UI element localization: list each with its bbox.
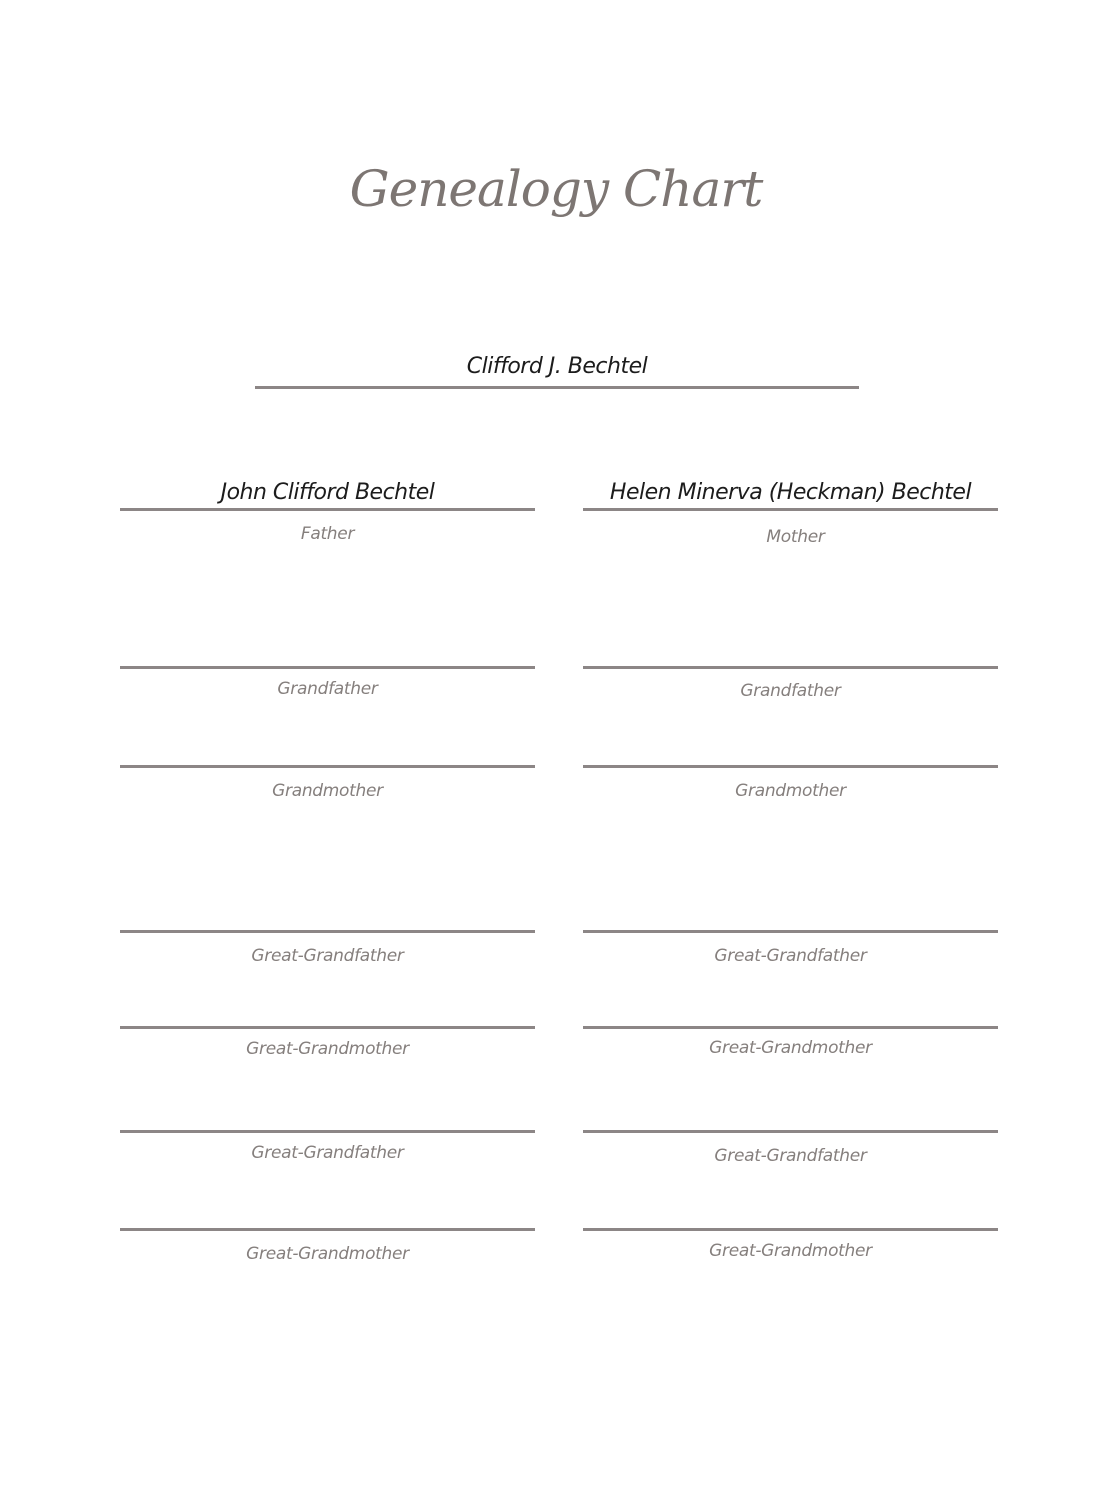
subject-name: Clifford J. Bechtel <box>466 354 648 379</box>
left-great-grandfather-1-rule <box>120 930 535 933</box>
right-grandfather-label: Grandfather <box>740 681 841 701</box>
right-great-grandfather-1-rule <box>583 930 998 933</box>
father-label: Father <box>300 524 355 544</box>
right-great-grandfather-2-rule <box>583 1130 998 1133</box>
right-great-grandmother-1-label: Great-Grandmother <box>709 1038 872 1058</box>
right-great-grandfather-2-label: Great-Grandfather <box>714 1146 867 1166</box>
right-grandfather-rule <box>583 666 998 669</box>
right-great-grandfather-1-label: Great-Grandfather <box>714 946 867 966</box>
page-title: Genealogy Chart <box>349 160 763 218</box>
left-grandmother-label: Grandmother <box>272 781 383 801</box>
left-grandmother-rule <box>120 765 535 768</box>
left-great-grandmother-1-rule <box>120 1026 535 1029</box>
mother-rule <box>583 508 998 511</box>
mother-name: Helen Minerva (Heckman) Bechtel <box>609 480 972 505</box>
right-grandmother-rule <box>583 765 998 768</box>
left-great-grandfather-1-label: Great-Grandfather <box>251 946 404 966</box>
left-grandfather-rule <box>120 666 535 669</box>
father-rule <box>120 508 535 511</box>
left-great-grandfather-2-label: Great-Grandfather <box>251 1143 404 1163</box>
right-grandmother-label: Grandmother <box>735 781 846 801</box>
right-great-grandmother-1-rule <box>583 1026 998 1029</box>
left-great-grandmother-2-rule <box>120 1228 535 1231</box>
left-great-grandfather-2-rule <box>120 1130 535 1133</box>
right-great-grandmother-2-label: Great-Grandmother <box>709 1241 872 1261</box>
father-name: John Clifford Bechtel <box>220 480 435 505</box>
left-great-grandmother-2-label: Great-Grandmother <box>246 1244 409 1264</box>
left-grandfather-label: Grandfather <box>277 679 378 699</box>
right-great-grandmother-2-rule <box>583 1228 998 1231</box>
left-great-grandmother-1-label: Great-Grandmother <box>246 1039 409 1059</box>
mother-label: Mother <box>766 527 825 547</box>
subject-rule <box>255 386 859 389</box>
